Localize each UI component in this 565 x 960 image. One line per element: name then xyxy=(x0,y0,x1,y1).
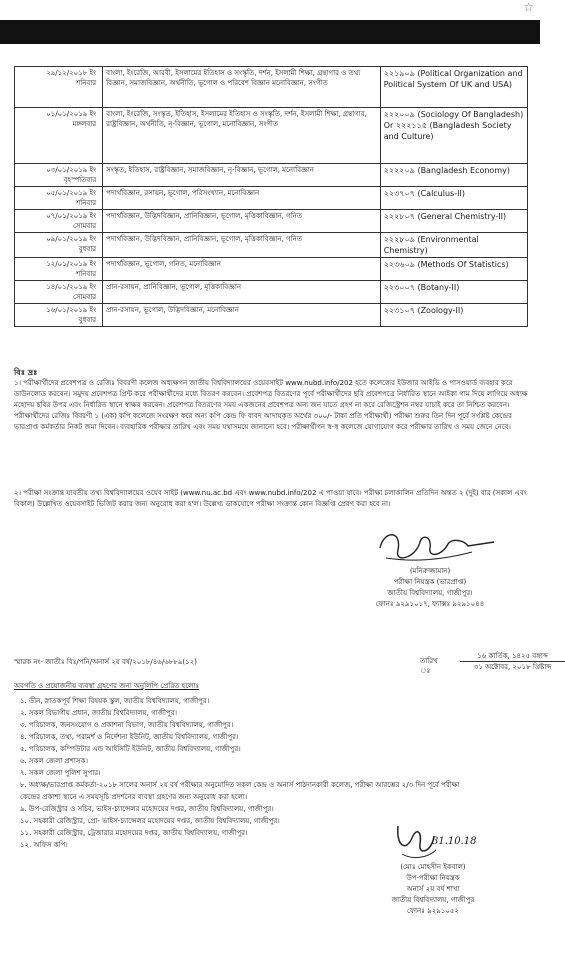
date-bangla: ১৬ কার্তিক, ১৪২৫ বঙ্গাব্দ xyxy=(477,652,548,660)
exam-date: ০৫/০১/২০১৯ ইং xyxy=(46,189,97,197)
schedule-row xyxy=(15,258,528,281)
signer-1-name: (মনিরুজ্জামান) xyxy=(409,567,451,575)
schedule-date-cell xyxy=(15,233,103,258)
schedule-date-cell xyxy=(15,258,103,281)
cc-item: কেন্দ্রের প্রকাশ্য স্থানে এ সময়সূচি প্রদর্শনের ব্যবস্থা গ্রহণের জন্য অনুরোধ করা হলো। xyxy=(20,793,248,801)
course-code: ২২৩৬০৯ (Methods Of Statistics) xyxy=(380,258,527,281)
cc-item: ১১. সহকারী রেজিস্ট্রার, ট্রেজারার মহোদয়ের দপ্তর, জাতীয় বিশ্ববিদ্যালয়, গাজীপুর। xyxy=(20,829,248,837)
exam-day: সোমবার xyxy=(73,293,97,301)
course-code: ২২২৮০৯ (Environmental Chemistry) xyxy=(380,233,527,258)
note-1: ১। পরীক্ষার্থীদের প্রবেশপত্র ও রেজিঃ বিবরণী কলেজ অধ্যক্ষগন জাতীয় বিশ্ববিদ্যালয়ের ওয়েবসাইট www.nubd.info/202 হতে কলেজের ইউজার আইডি ও পাসওয়ার্ড ব্যবহার করে ডাউনলোড করবেন। সমুদয় প্রবেশপত্র প্রিন্ট করে পরীক্ষার্থীদের মধ্যে বিতরণ করবেন। প্রবেশপত্র বিতরণের পূর্বে পরীক্ষার্থীদের ছবি প্রবেশপত্রে নির্ধারিত স্থানে আইকা গাম দিয়ে লাগিয়ে অধ্যক্ষ মহোদয় ছবির উপর এবং নির্ধারিত স্থানে স্বাক্ষর করবেন। প্রবেশপত্র বিতরণের সময় একজনের প্রবেশপত্র অন্য জন যাতে গ্রহণ না করে রেজিস্ট্রেশন নম্বর যাচাই করে তা নিশ্চিত করবেন। পরীক্ষার্থীদের রেজিঃ বিবরণী ১ (এক) কপি কলেজে সংরক্ষণ করে অন্য কপি কেন্দ্র ফি বাবদ আদায়কৃত অর্থের ৩০০/- টাকা প্রতি পরীক্ষার্থী) পরীক্ষা শুরুর তিন দিন পূর্বে সংশ্লিষ্ট কেন্দ্রের ভারপ্রাপ্ত কর্মকর্তার নিকট জমা দিবেন। ব্যবহারিক পরীক্ষার তারিখ এবং সময় যথাসময়ে জানানো হবে। পরীক্ষার্থীগন স্ব-স্ব কলেজে যোগাযোগ করে পরীক্ষার তারিখ ও সময় জেনে নেবে। xyxy=(14,379,528,431)
schedule-date-cell xyxy=(15,67,103,108)
exam-date: ১২/০১/২০১৯ ইং xyxy=(46,260,97,268)
schedule-date-cell xyxy=(15,108,103,164)
signer-1-org: জাতীয় বিশ্ববিদ্যালয়, গাজীপুর। xyxy=(387,589,473,597)
exam-day: শনিবার xyxy=(76,79,97,87)
exam-day: মঙ্গলবার xyxy=(72,120,97,128)
cc-item: ৭. সকল জেলা পুলিশ সুপার। xyxy=(20,769,101,777)
schedule-row xyxy=(15,187,528,210)
exam-date: ১৪/০১/২০১৯ ইং xyxy=(46,283,97,291)
exam-schedule-table xyxy=(14,66,528,327)
exam-subjects: পদার্থবিজ্ঞান, ভূগোল, গনিত, মনোবিজ্ঞান xyxy=(103,258,381,281)
exam-day: বুধবার xyxy=(78,316,97,324)
cc-item: ১০. সহকারী রেজিস্ট্রার, প্রো- ভাইস-চ্যান্সেলর মহোদয়ের দপ্তর, জাতীয় বিশ্ববিদ্যালয়, গাজীপুর। xyxy=(20,817,280,825)
signer-1-title: পরীক্ষা নিয়ন্ত্রক (ভারপ্রাপ্ত) xyxy=(393,578,467,586)
cc-item: ৯. উপ-রেজিস্ট্রার ও সচিব, ভাইস-চ্যান্সেলর মহোদয়ের দপ্তর, জাতীয় বিশ্ববিদ্যালয়, গাজীপুর। xyxy=(20,805,274,813)
notes-title: বিঃ দ্রঃ xyxy=(14,368,38,377)
schedule-row xyxy=(15,210,528,233)
signature-2-block xyxy=(378,862,488,917)
signer-2-title: উপ-পরীক্ষা নিয়ন্ত্রক xyxy=(406,874,460,882)
cc-item: ৬. সকল জেলা প্রশাসক। xyxy=(20,757,88,765)
course-code: ২২৩১০৭ (Zoology-II) xyxy=(380,304,527,327)
exam-day: শনিবার xyxy=(76,270,97,278)
exam-date: ২৯/১২/২০১৮ ইং xyxy=(46,69,97,77)
memo-reference: স্মারক নং- জাতীঃ বিঃ/পনি/অনার্স ২য় বর্ষ/২০১৮/৪৬/৬৮৮৯(১২) xyxy=(14,658,197,666)
exam-subjects: পদার্থবিজ্ঞান, রসায়ন, ভূগোল, পরিসংখ্যান, মনোবিজ্ঞান xyxy=(103,187,381,210)
schedule-row xyxy=(15,108,528,164)
schedule-row xyxy=(15,304,528,327)
date-label: তারিখ ঃ xyxy=(420,657,438,675)
signature-1-scribble xyxy=(372,528,502,566)
signer-2-org: জাতীয় বিশ্ববিদ্যালয়, গাজীপুর xyxy=(391,896,475,904)
exam-subjects: বাংলা, ইংরেজি, আরবী, ইসলামের ইতিহাস ও সংস্কৃতি, দর্শন, ইসলামী শিক্ষা, গ্রন্থাগার ও তথ্য বিজ্ঞান, সমাজবিজ্ঞান, অর্থনীতি, ভূগোল ও পরিবেশ বিজ্ঞান মনোবিজ্ঞান, সংগীত xyxy=(103,67,381,108)
exam-subjects: পদার্থবিজ্ঞান, উদ্ভিদবিজ্ঞান, প্রানিবিজ্ঞান, ভূগোল, মৃত্তিকাবিজ্ঞান, গনিত xyxy=(103,210,381,233)
cc-item: ৩. পরিচালক, জনসংযোগ ও প্রকাশনা বিভাগ, জাতীয় বিশ্ববিদ্যালয়, গাজীপুর। xyxy=(20,721,234,729)
cc-item: ১. ডীন, স্নাতকপূর্ব শিক্ষা বিষয়ক স্কুল, জাতীয় বিশ্ববিদ্যালয়, গাজীপুর। xyxy=(20,697,210,705)
schedule-date-cell xyxy=(15,164,103,187)
course-code: ২২২০০৯ (Sociology Of Bangladesh) Or ২২২১১৫ (Bangladesh Society and Culture) xyxy=(380,108,527,164)
exam-subjects: সংস্কৃত, ইতিহাস, রাষ্ট্রবিজ্ঞান, সমাজবিজ্ঞান, নৃ-বিজ্ঞান, ভূগোল, মনোবিজ্ঞান xyxy=(103,164,381,187)
schedule-date-cell xyxy=(15,304,103,327)
schedule-row xyxy=(15,281,528,304)
exam-day: শনিবার xyxy=(76,199,97,207)
signer-2-name: (মোঃ মোহসীন ইকবাল) xyxy=(400,863,466,871)
exam-date: ০৭/০১/২০১৯ ইং xyxy=(46,212,97,220)
exam-date: ০৯/০১/২০১৯ ইং xyxy=(46,235,97,243)
exam-subjects: বাংলা, ইংরেজি, সংস্কৃত, ইতিহাস, ইসলামের ইতিহাস ও সংস্কৃতি, দর্শন, ইসলামী শিক্ষা, গ্রন্থাগার, রাষ্ট্রবিজ্ঞান, অর্থনীতি, নৃ-বিজ্ঞান, ভূগোল, মনোবিজ্ঞান, সংগীত xyxy=(103,108,381,164)
course-code: ২২২২০৯ (Bangladesh Economy) xyxy=(380,164,527,187)
cc-item: ৮. অধ্যক্ষ/ভারপ্রাপ্ত কর্মকর্তা-২০১৮ সালের অনার্স ২য় বর্ষ পরীক্ষার অনুমোদিত সকল কেন্দ্র ও অনার্স পাঠদানকারী কলেজ, পরীক্ষা আরম্ভের ২/৩ দিন পূর্বে পরীক্ষা xyxy=(20,781,460,789)
schedule-row xyxy=(15,164,528,187)
schedule-date-cell xyxy=(15,187,103,210)
signer-2-contact: ফোনঃ ৯২৯১০৫২ xyxy=(407,907,459,915)
exam-subjects: প্রান-রসায়ন, ভূগোল, উদ্ভিদবিজ্ঞান, মনোবিজ্ঞান xyxy=(103,304,381,327)
exam-date: ০৩/০১/২০১৯ ইং xyxy=(46,166,97,174)
black-header-bar xyxy=(0,20,540,44)
exam-subjects: প্রান-রসায়ন, প্রানিবিজ্ঞান, ভূগোল, মৃত্তিকাবিজ্ঞান xyxy=(103,281,381,304)
signer-1-contact: ফোনঃ ৯২৯১০১৭, ফ্যাক্সঃ ৯২৯১০৪৪ xyxy=(375,600,485,608)
exam-date: ০১/০১/২০১৯ ইং xyxy=(46,110,97,118)
cc-item: ৫. পরিচালক, কম্পিউটার এন্ড আইসিটি ইউনিট, জাতীয় বিশ্ববিদ্যালয়, গাজীপুর। xyxy=(20,745,241,753)
schedule-row xyxy=(15,233,528,258)
course-code: ২২৩৭০৭ (Calculus-II) xyxy=(380,187,527,210)
signer-2-section: অনার্স ২য় বর্ষ শাখা xyxy=(406,885,460,893)
exam-subjects: পদার্থবিজ্ঞান, উদ্ভিদবিজ্ঞান, প্রানিবিজ্ঞান, ভূগোল, মৃত্তিকাবিজ্ঞান, গনিত xyxy=(103,233,381,258)
cc-title: অবগতি ও প্রয়োজনীয় ব্যবস্থা গ্রহণের জন্য অনুলিপি প্রেরিত হলোঃ xyxy=(14,682,200,690)
course-code: ২২১৯০৯ (Political Organization and Political System Of UK and USA) xyxy=(380,67,527,108)
signature-1-block xyxy=(355,566,505,610)
course-code: ২২৩০০৭ (Botany-II) xyxy=(380,281,527,304)
cc-item: ৪. পরিচালক, তথ্য, পরামর্শ ও নির্দেশনা ইউনিট, জাতীয় বিশ্ববিদ্যালয়, গাজীপুর। xyxy=(20,733,239,741)
exam-day: বুধবার xyxy=(78,245,97,253)
course-code: ২২২৮০৭ (General Chemistry-II) xyxy=(380,210,527,233)
schedule-date-cell xyxy=(15,281,103,304)
cc-item: ২. সকল বিভাগীয় প্রধান, জাতীয় বিশ্ববিদ্যালয়, গাজীপুর। xyxy=(20,709,178,717)
exam-day: সোমবার xyxy=(73,222,97,230)
exam-date: ১৬/০১/২০১৯ ইং xyxy=(46,306,97,314)
top-strip xyxy=(0,0,540,20)
schedule-date-cell xyxy=(15,210,103,233)
date-gregorian: ৩১ অক্টোবর, ২০১৮ খ্রিষ্টাব্দ xyxy=(473,663,552,671)
note-2: ২। পরীক্ষা সংক্রান্ত যাবতীয় তথ্য বিশ্ববিদ্যালয়ের ওয়েব সাইট (www.nu.ac.bd এবং www.nubd.info/202 এ পাওয়া যাবে। পরীক্ষা চলাকালিন প্রতিদিন অন্তত ২ (দুই) বার (সকাল এবং বিকাল) উল্লেখিত ওয়েবসাইট ভিজিট করার জন্য অনুরোধ করা হ'ল। উল্লেখ্য ডাকযোগে পরীক্ষা সংক্রান্ত কোন বিজ্ঞপ্তি প্রেরণ করা হবে না। xyxy=(14,489,527,508)
exam-day: বৃহস্পতিবার xyxy=(63,176,97,184)
cc-item: ১২. অফিস কপি। xyxy=(20,841,68,849)
star-icon: ☆ xyxy=(523,0,534,14)
schedule-row xyxy=(15,67,528,108)
signature-2-date: 31.10.18 xyxy=(432,836,477,847)
